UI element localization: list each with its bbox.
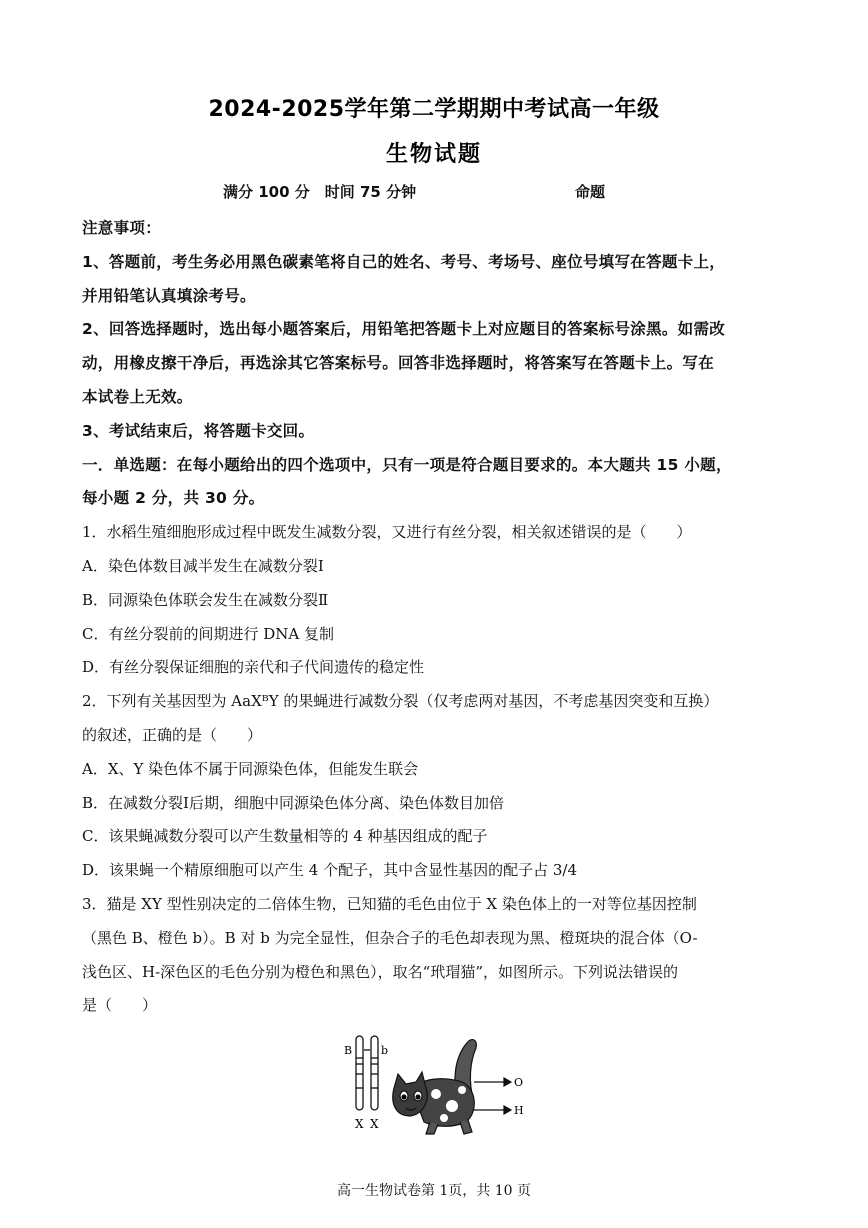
question-stem-line: 的叙述，正确的是（ ） [82, 726, 263, 744]
question-stem-line: 3．猫是 XY 型性别决定的二倍体生物，已知猫的毛色由位于 X 染色体上的一对等位基因控制 [82, 895, 697, 913]
arrow-h [474, 1106, 511, 1114]
gene-label-B: B [344, 1044, 353, 1057]
gene-label-b: b [381, 1044, 389, 1057]
question-stem-line: 是（ ） [82, 996, 158, 1015]
note-line: 本试卷上无效。 [82, 388, 193, 406]
question-option: D．该果蝇一个精原细胞可以产生 4 个配子，其中含显性基因的配子占 3/4 [82, 861, 578, 880]
region-label-o: O [514, 1076, 524, 1089]
chromosome-left [356, 1036, 363, 1110]
chromosome-pair [356, 1036, 378, 1110]
page-subtitle: 生物试题 [385, 142, 482, 167]
chromosome-label-x1: X [355, 1117, 364, 1131]
question-stem-line: 1．水稻生殖细胞形成过程中既发生减数分裂，又进行有丝分裂，相关叙述错误的是（ ） [82, 523, 692, 542]
question-option: B．在减数分裂Ⅰ后期，细胞中同源染色体分离、染色体数目加倍 [82, 793, 504, 812]
question-option: B．同源染色体联会发生在减数分裂Ⅱ [82, 590, 329, 609]
note-line: 并用铅笔认真填涂考号。 [82, 286, 256, 305]
arrow-o [474, 1078, 511, 1086]
chromosome-label-x2: X [370, 1117, 379, 1131]
page-title: 2024-2025学年第二学期期中考试高一年级 [208, 97, 660, 122]
note-line: 动，用橡皮擦干净后，再选涂其它答案标号。回答非选择题时，将答案写在答题卡上。写在 [82, 354, 715, 373]
question-stem-line: （黑色 B、橙色 b）。B 对 b 为完全显性，但杂合子的毛色却表现为黑、橙斑块的混合体（O- [82, 928, 698, 947]
question-option: C．该果蝇减数分裂可以产生数量相等的 4 种基因组成的配子 [82, 827, 488, 846]
author-label: 命题 [575, 183, 606, 201]
region-label-h: H [514, 1104, 524, 1117]
page-footer: 高一生物试卷第 1页，共 10 页 [336, 1183, 532, 1199]
question-option: A．X、Y 染色体不属于同源染色体，但能发生联会 [82, 759, 419, 778]
question-stem-line: 2．下列有关基因型为 AaXᴮY 的果蝇进行减数分裂（仅考虑两对基因，不考虑基因突变和互换） [82, 692, 719, 711]
question-stem-line: 浅色区、H-深色区的毛色分别为橙色和黑色），取名“玳瑁猫”，如图所示。下列说法错误的 [82, 962, 678, 981]
score-time: 满分 100 分 时间 75 分钟 [223, 183, 417, 201]
cat-drawing [393, 1040, 477, 1134]
chromosome-right [371, 1036, 378, 1110]
question-option: C．有丝分裂前的间期进行 DNA 复制 [82, 624, 334, 643]
question-option: A．染色体数目减半发生在减数分裂Ⅰ [82, 557, 324, 575]
section-instruction-line: 一．单选题：在每小题给出的四个选项中，只有一项是符合题目要求的。本大题共 15 小题， [82, 455, 732, 474]
calico-cat-figure [340, 1030, 530, 1140]
note-line: 2、回答选择题时，选出每小题答案后，用铅笔把答题卡上对应题目的答案标号涂黑。如需改 [82, 320, 726, 339]
notes-heading: 注意事项： [82, 219, 162, 237]
note-line: 3、考试结束后，将答题卡交回。 [82, 421, 315, 440]
note-line: 1、答题前，考生务必用黑色碳素笔将自己的姓名、考号、考场号、座位号填写在答题卡上， [82, 252, 726, 271]
question-option: D．有丝分裂保证细胞的亲代和子代间遗传的稳定性 [82, 658, 425, 677]
section-instruction-line: 每小题 2 分，共 30 分。 [82, 489, 265, 508]
